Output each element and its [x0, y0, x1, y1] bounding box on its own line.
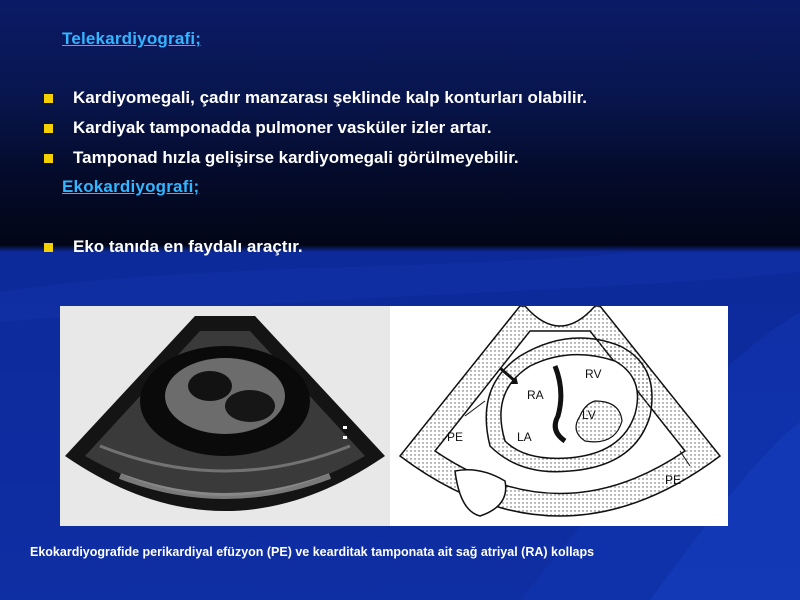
bullet-item — [44, 148, 519, 168]
echo-diagram — [390, 306, 728, 526]
bullet-item — [44, 88, 587, 108]
figure-caption: Ekokardiyografide perikardiyal efüzyon (PE) ve kearditak tamponata ait sağ atriyal (RA) kollaps — [30, 545, 595, 559]
bullet-square-icon — [44, 154, 53, 163]
bullet-text: Eko tanıda en faydalı araçtır. — [73, 237, 303, 256]
echocardiography-figure — [60, 306, 728, 526]
label-pe-right: PE — [665, 473, 682, 487]
bullet-text: Kardiyomegali, çadır manzarası şeklinde kalp konturları olabilir. — [73, 88, 587, 107]
bullet-text: Kardiyak tamponadda pulmoner vasküler izler artar. — [73, 118, 492, 137]
bullet-text: Tamponad hızla gelişirse kardiyomegali görülmeyebilir. — [73, 148, 519, 167]
label-la: LA — [517, 430, 532, 444]
bullet-item — [44, 118, 492, 138]
label-rv: RV — [585, 367, 602, 381]
section-heading-telekardiyografi[interactable]: Telekardiyografi; — [62, 29, 202, 48]
bullet-square-icon — [44, 243, 53, 252]
bullet-square-icon — [44, 94, 53, 103]
ultrasound-image — [60, 306, 390, 526]
bullet-square-icon — [44, 124, 53, 133]
bullet-item — [44, 237, 303, 257]
label-pe-left: PE — [447, 430, 464, 444]
label-lv: LV — [582, 408, 596, 422]
section-heading-ekokardiyografi[interactable]: Ekokardiyografi; — [62, 177, 200, 196]
label-ra: RA — [527, 388, 544, 402]
